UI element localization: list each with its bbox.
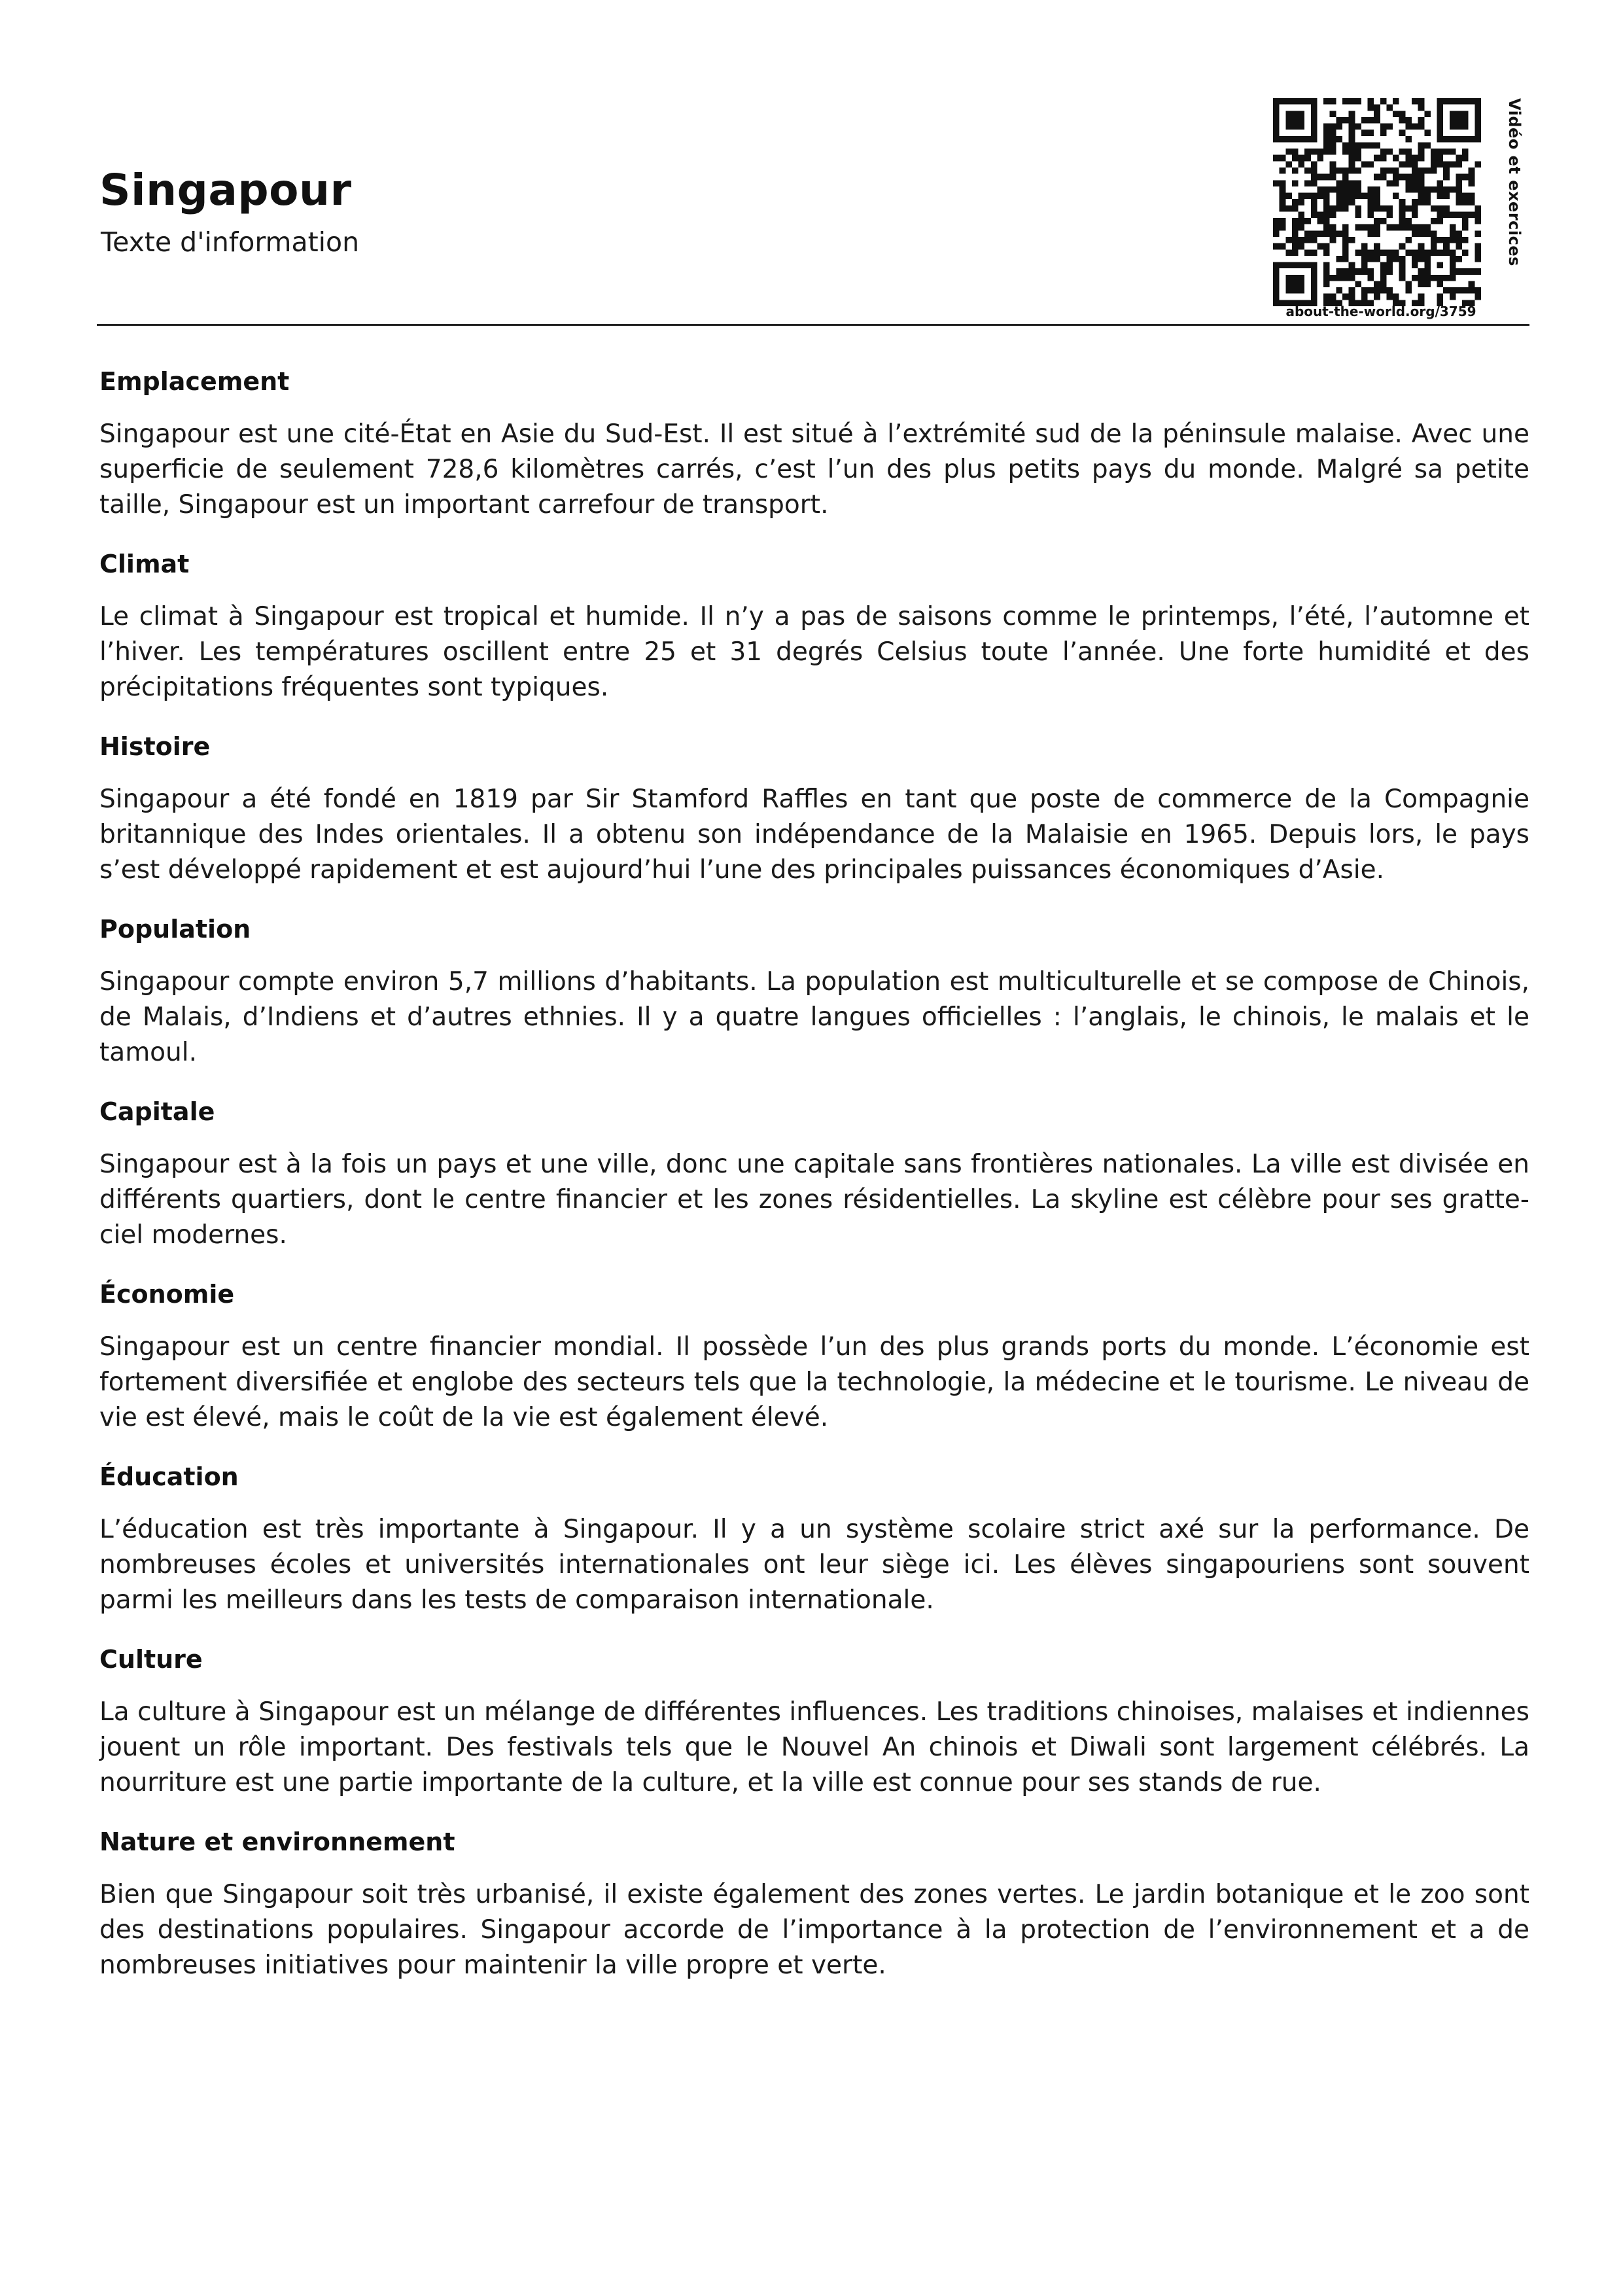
document-header (99, 98, 1529, 327)
section-body: Singapour est un centre financier mondial. Il possède l’un des plus grands ports du monde. L’économie est fortement diversifiée et englobe des secteurs tels que la technologie, la médecine et le tourisme. Le niveau de vie est élevé, mais le coût de la vie est également élevé. (99, 1332, 1529, 1432)
section-body: Le climat à Singapour est tropical et humide. Il n’y a pas de saisons comme le printemps, l’été, l’automne et l’hiver. Les températures oscillent entre 25 et 31 degrés Celsius toute l’année. Une forte humidité et des précipitations fréquentes sont typiques. (99, 602, 1529, 702)
section-heading: Histoire (99, 732, 211, 761)
section-body: Singapour est une cité-État en Asie du Sud-Est. Il est situé à l’extrémité sud de la péninsule malaise. Avec une superficie de seulement 728,6 kilomètres carrés, c’est l’un des plus petits pays du monde. Malgré sa petite taille, Singapour est un important carrefour de transport. (99, 419, 1529, 520)
section-capitale (99, 1093, 1529, 1253)
section-emplacement (99, 363, 1529, 523)
section-heading: Économie (99, 1280, 235, 1309)
section-education (99, 1458, 1529, 1618)
qr-code-icon[interactable] (1270, 98, 1484, 306)
section-body: Singapour compte environ 5,7 millions d’habitants. La population est multiculturelle et se compose de Chinois, de Malais, d’Indiens et d’autres ethnies. Il y a quatre langues officielles : l’anglais, le chinois, le malais et le tamoul. (99, 967, 1529, 1067)
section-population (99, 911, 1529, 1070)
section-climat (99, 546, 1529, 705)
main-content (99, 363, 1529, 2006)
section-economie (99, 1276, 1529, 1436)
section-heading: Emplacement (99, 367, 290, 396)
section-heading: Capitale (99, 1097, 215, 1126)
section-heading: Climat (99, 550, 190, 578)
section-heading: Éducation (99, 1462, 239, 1491)
page-title: Singapour (99, 165, 352, 215)
section-heading: Population (99, 915, 251, 944)
section-body: Bien que Singapour soit très urbanisé, il existe également des zones vertes. Le jardin botanique et le zoo sont des destinations populaires. Singapour accorde de l’importance à la protection de l’environnement et a de nombreuses initiatives pour maintenir la ville propre et verte. (99, 1880, 1529, 1980)
section-heading: Culture (99, 1645, 203, 1674)
header-divider (97, 324, 1529, 326)
section-body: La culture à Singapour est un mélange de différentes influences. Les traditions chinoises, malaises et indiennes jouent un rôle important. Des festivals tels que le Nouvel An chinois et Diwali sont largement célébrés. La nourriture est une partie importante de la culture, et la ville est connue pour ses stands de rue. (99, 1697, 1529, 1797)
qr-block (1270, 98, 1529, 327)
qr-url[interactable]: about-the-world.org/3759 (1285, 304, 1476, 319)
page-subtitle: Texte d'information (101, 226, 360, 258)
section-culture (99, 1641, 1529, 1801)
section-body: Singapour est à la fois un pays et une ville, donc une capitale sans frontières nationales. La ville est divisée en différents quartiers, dont le centre financier et les zones résidentielles. La skyline est célèbre pour ses gratte-ciel modernes. (99, 1150, 1529, 1250)
section-body: L’éducation est très importante à Singapour. Il y a un système scolaire strict axé sur la performance. De nombreuses écoles et universités internationales ont leur siège ici. Les élèves singapouriens sont souvent parmi les meilleurs dans les tests de comparaison internationale. (99, 1515, 1529, 1615)
qr-side-label: Vidéo et exercices (1505, 98, 1524, 266)
section-nature-environnement (99, 1824, 1529, 1983)
section-body: Singapour a été fondé en 1819 par Sir Stamford Raffles en tant que poste de commerce de la Compagnie britannique des Indes orientales. Il a obtenu son indépendance de la Malaisie en 1965. Depuis lors, le pays s’est développé rapidement et est aujourd’hui l’une des principales puissances économiques d’Asie. (99, 785, 1529, 885)
section-histoire (99, 728, 1529, 888)
section-heading: Nature et environnement (99, 1828, 455, 1856)
